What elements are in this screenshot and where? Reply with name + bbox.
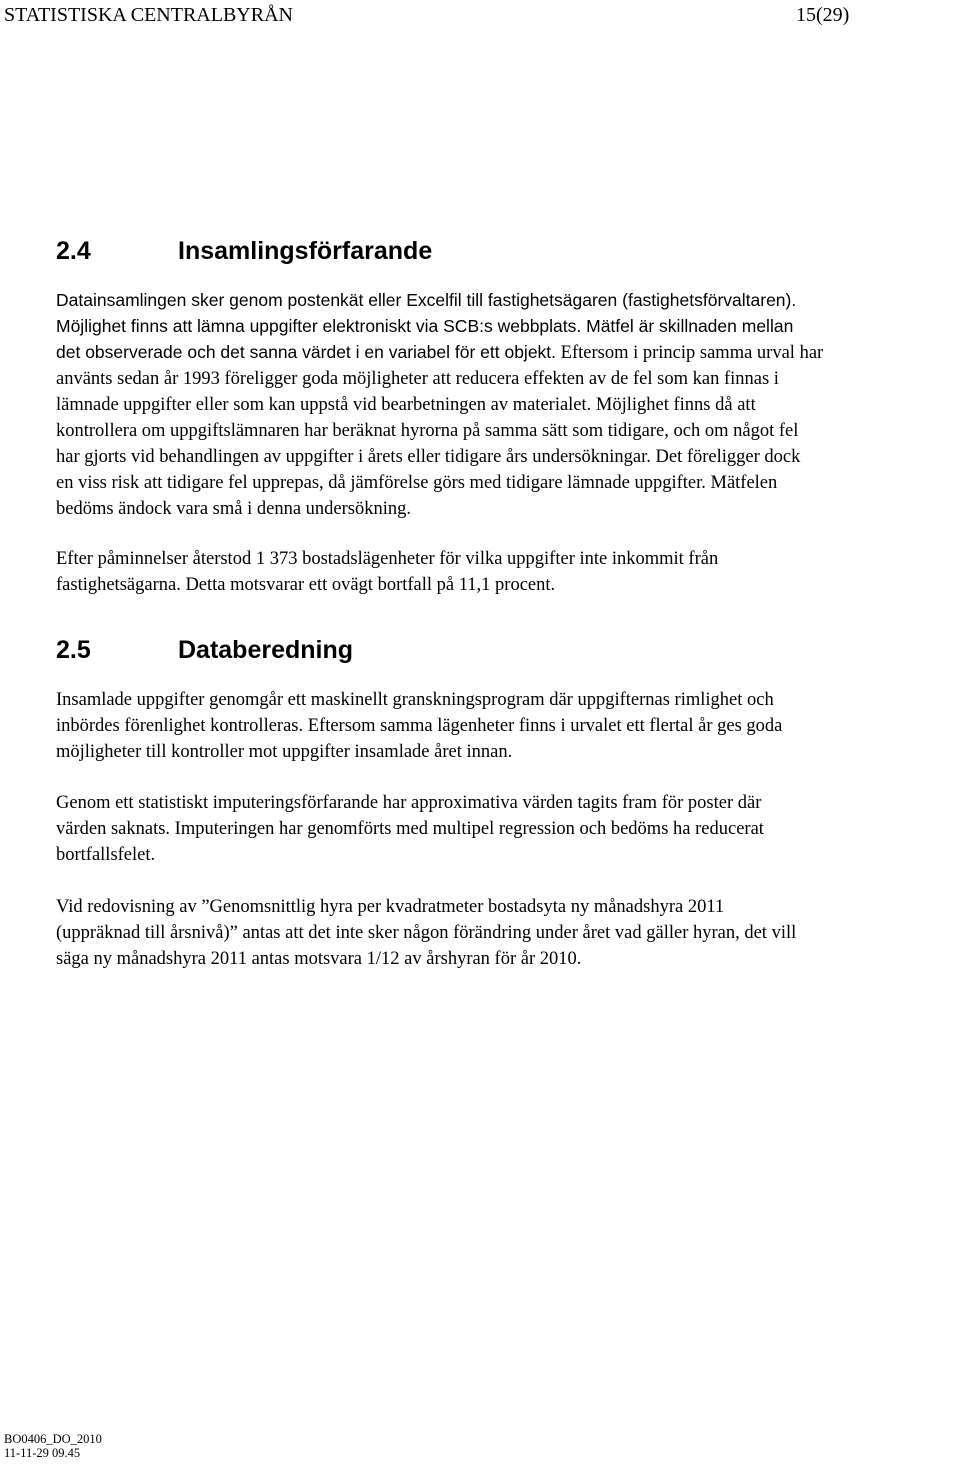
section-number: 2.4 xyxy=(56,237,91,265)
text-line: Datainsamlingen sker genom postenkät eller Excelfil till fastighetsägaren (fastighetsförvaltaren). xyxy=(56,290,797,310)
text-line: inbördes förenlighet kontrolleras. Eftersom samma lägenheter finns i urvalet ett flertal år ges goda xyxy=(56,716,783,736)
section-title: Databeredning xyxy=(178,636,354,664)
paragraph-databeredning-1 xyxy=(56,687,960,765)
text-line: Insamlade uppgifter genomgår ett maskinellt granskningsprogram där uppgifternas rimlighet och xyxy=(56,690,774,710)
text-line: säga ny månadshyra 2011 antas motsvara 1/12 av årshyran för år 2010. xyxy=(56,949,582,969)
text-line: fastighetsägarna. Detta motsvarar ett ovägt bortfall på 11,1 procent. xyxy=(56,575,556,595)
organization-name: STATISTISKA CENTRALBYRÅN xyxy=(4,4,293,26)
text-line: kontrollera om uppgiftslämnaren har beräknat hyrorna på samma sätt som tidigare, och om något fel xyxy=(56,421,799,441)
page-number: 15(29) xyxy=(796,4,850,26)
paragraph-databeredning-2 xyxy=(56,790,960,868)
paragraph-insamling-1 xyxy=(56,287,960,522)
text-line: använts sedan år 1993 föreligger goda möjligheter att reducera effekten av de fel som kan finnas i xyxy=(56,369,779,389)
text-fragment: Eftersom i princip samma urval har xyxy=(560,343,824,363)
paragraph-databeredning-3 xyxy=(56,894,960,972)
document-id: BO0406_DO_2010 xyxy=(4,1432,102,1446)
print-timestamp: 11-11-29 09.45 xyxy=(4,1446,81,1460)
text-fragment: det observerade och det sanna värdet i en variabel för ett objekt. xyxy=(56,342,557,362)
section-heading-2-5 xyxy=(56,635,353,665)
text-line xyxy=(56,339,960,366)
text-line: bedöms ändock vara små i denna undersökning. xyxy=(56,499,412,519)
text-line: möjligheter till kontroller mot uppgifter insamlade året innan. xyxy=(56,742,513,762)
page-footer xyxy=(4,1432,102,1460)
text-line: lämnade uppgifter eller som kan uppstå vid bearbetningen av materialet. Möjlighet finns då att xyxy=(56,395,756,415)
section-number: 2.5 xyxy=(56,636,91,664)
section-title: Insamlingsförfarande xyxy=(178,237,433,265)
section-heading-2-4 xyxy=(56,236,432,266)
text-line: har gjorts vid behandlingen av uppgifter i årets eller tidigare års undersökningar. Det föreligger dock xyxy=(56,447,801,467)
text-line: en viss risk att tidigare fel upprepas, då jämförelse görs med tidigare lämnade uppgifter. Mätfelen xyxy=(56,473,778,493)
text-line: värden saknats. Imputeringen har genomförts med multipel regression och bedöms ha reducerat xyxy=(56,819,764,839)
text-line: bortfallsfelet. xyxy=(56,845,156,865)
paragraph-insamling-2 xyxy=(56,546,960,598)
text-line: Vid redovisning av ”Genomsnittlig hyra per kvadratmeter bostadsyta ny månadshyra 2011 xyxy=(56,897,725,917)
text-line: Möjlighet finns att lämna uppgifter elektroniskt via SCB:s webbplats. Mätfel är skillnaden mellan xyxy=(56,316,794,336)
text-line: Genom ett statistiskt imputeringsförfarande har approximativa värden tagits fram för poster där xyxy=(56,793,762,813)
text-line: Efter påminnelser återstod 1 373 bostadslägenheter för vilka uppgifter inte inkommit från xyxy=(56,549,719,569)
text-line: (uppräknad till årsnivå)” antas att det inte sker någon förändring under året vad gäller hyran, det vill xyxy=(56,923,797,943)
